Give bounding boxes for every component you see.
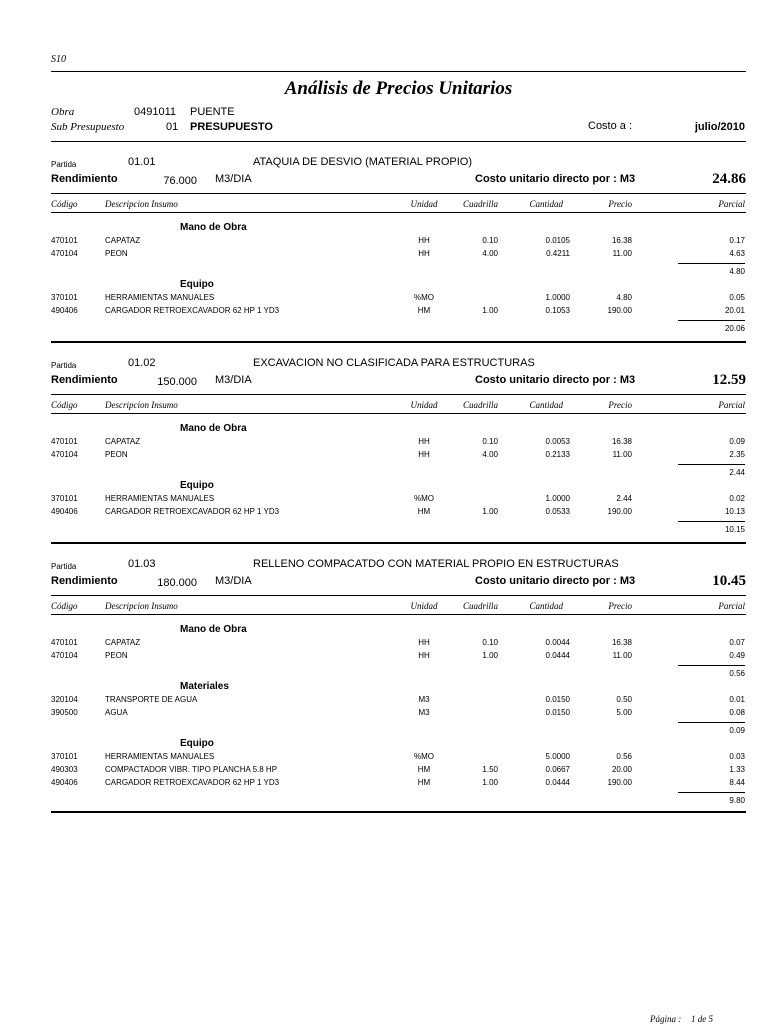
- cell-precio: 190.00: [607, 507, 632, 516]
- obra-label: Obra: [51, 106, 75, 118]
- cell-precio: 2.44: [616, 494, 632, 503]
- cell-codigo: 470104: [51, 651, 78, 660]
- cell-unidad: HM: [417, 765, 431, 774]
- cell-codigo: 370101: [51, 752, 78, 761]
- cell-cantidad: 0.0444: [545, 778, 570, 787]
- column-header-bottom-rule: [51, 212, 746, 213]
- cell-desc: CAPATAZ: [105, 437, 141, 446]
- table-row: [0, 695, 768, 708]
- column-header-codigo: Código: [51, 601, 78, 611]
- cell-desc: COMPACTADOR VIBR. TIPO PLANCHA 5.8 HP: [105, 765, 278, 774]
- rendimiento-label: Rendimiento: [51, 173, 118, 185]
- cell-cantidad: 0.0150: [545, 708, 570, 717]
- group-subtotal: 0.56: [729, 669, 745, 678]
- header-rule: [51, 71, 746, 72]
- cell-codigo: 490406: [51, 778, 78, 787]
- table-row: [0, 293, 768, 306]
- cell-cantidad: 0.4211: [546, 249, 570, 258]
- column-header-codigo: Código: [51, 400, 78, 410]
- cell-cuadrilla: 1.00: [482, 651, 498, 660]
- column-header-parcial: Parcial: [718, 601, 745, 611]
- cell-precio: 11.00: [612, 249, 632, 258]
- subtotal-rule: [678, 320, 745, 321]
- group-title: Mano de Obra: [180, 222, 247, 233]
- column-header-precio: Precio: [608, 199, 632, 209]
- cell-codigo: 470104: [51, 249, 78, 258]
- table-row: [0, 765, 768, 778]
- cell-unidad: HH: [418, 450, 430, 459]
- cell-precio: 16.38: [611, 236, 632, 245]
- rendimiento-value: 76.000: [163, 175, 197, 187]
- partida-label: Partida: [51, 361, 77, 370]
- column-header-precio: Precio: [608, 400, 632, 410]
- cell-codigo: 320104: [51, 695, 78, 704]
- column-header-codigo: Código: [51, 199, 78, 209]
- cell-codigo: 490303: [51, 765, 78, 774]
- cell-parcial: 0.02: [729, 494, 745, 503]
- cell-cantidad: 0.1053: [545, 306, 570, 315]
- cell-unidad: HH: [418, 236, 430, 245]
- cell-desc: CARGADOR RETROEXCAVADOR 62 HP 1 YD3: [105, 306, 280, 315]
- column-header-precio: Precio: [608, 601, 632, 611]
- subtotal-rule: [678, 722, 745, 723]
- cell-precio: 0.56: [616, 752, 632, 761]
- sub-presupuesto-name: PRESUPUESTO: [190, 121, 273, 133]
- column-header-descripcion: Descripcion Insumo: [105, 400, 178, 410]
- partida-section: [0, 158, 768, 358]
- cell-unidad: M3: [418, 695, 430, 704]
- table-row: [0, 249, 768, 262]
- table-row: [0, 494, 768, 507]
- cell-desc: CARGADOR RETROEXCAVADOR 62 HP 1 YD3: [105, 507, 280, 516]
- cell-precio: 11.00: [612, 450, 632, 459]
- table-row: [0, 651, 768, 664]
- group-subtotal: 2.44: [729, 468, 745, 477]
- cell-parcial: 2.35: [729, 450, 745, 459]
- table-row: [0, 507, 768, 520]
- sub-presupuesto-label: Sub Presupuesto: [51, 121, 125, 133]
- cell-codigo: 370101: [51, 293, 78, 302]
- cell-desc: CARGADOR RETROEXCAVADOR 62 HP 1 YD3: [105, 778, 280, 787]
- cell-desc: HERRAMIENTAS MANUALES: [105, 293, 215, 302]
- cell-cantidad: 0.0105: [545, 236, 570, 245]
- costo-unitario-label: Costo unitario directo por : M3: [475, 374, 636, 386]
- partida-label: Partida: [51, 160, 77, 169]
- group-title: Equipo: [180, 738, 214, 749]
- column-header-cuadrilla: Cuadrilla: [462, 199, 498, 209]
- cell-codigo: 470104: [51, 450, 78, 459]
- cell-codigo: 470101: [51, 236, 78, 245]
- column-header-top-rule: [51, 595, 746, 596]
- column-header-cantidad: Cantidad: [529, 601, 563, 611]
- partida-code: 01.02: [128, 357, 156, 369]
- cell-cuadrilla: 1.00: [482, 778, 498, 787]
- cell-unidad: %MO: [414, 752, 434, 761]
- cell-cantidad: 0.0667: [545, 765, 570, 774]
- cell-desc: AGUA: [105, 708, 128, 717]
- partida-name: EXCAVACION NO CLASIFICADA PARA ESTRUCTURAS: [253, 357, 535, 369]
- cell-codigo: 390500: [51, 708, 78, 717]
- cell-cuadrilla: 1.00: [482, 306, 498, 315]
- cell-desc: PEON: [105, 651, 128, 660]
- cell-parcial: 1.33: [729, 765, 745, 774]
- cell-codigo: 470101: [51, 437, 78, 446]
- cell-desc: HERRAMIENTAS MANUALES: [105, 752, 215, 761]
- header-bottom-rule: [51, 141, 746, 142]
- cell-precio: 16.38: [611, 638, 632, 647]
- cell-parcial: 0.07: [729, 638, 745, 647]
- cell-parcial: 0.17: [729, 236, 745, 245]
- cell-cantidad: 1.0000: [545, 293, 570, 302]
- cell-cuadrilla: 1.00: [482, 507, 498, 516]
- rendimiento-unit: M3/DIA: [215, 374, 252, 386]
- cell-parcial: 4.63: [729, 249, 745, 258]
- cell-precio: 190.00: [607, 778, 632, 787]
- obra-code: 0491011: [134, 106, 177, 118]
- cell-codigo: 470101: [51, 638, 78, 647]
- cell-precio: 0.50: [616, 695, 632, 704]
- table-row: [0, 708, 768, 721]
- report-code: S10: [51, 54, 66, 65]
- cell-precio: 20.00: [611, 765, 632, 774]
- cell-unidad: HM: [417, 306, 431, 315]
- cell-parcial: 20.01: [724, 306, 745, 315]
- column-header-cuadrilla: Cuadrilla: [462, 601, 498, 611]
- cell-parcial: 0.49: [729, 651, 745, 660]
- group-title: Mano de Obra: [180, 624, 247, 635]
- page-title: Análisis de Precios Unitarios: [284, 78, 513, 99]
- column-header-bottom-rule: [51, 413, 746, 414]
- cell-parcial: 0.03: [729, 752, 745, 761]
- cell-unidad: HH: [418, 638, 430, 647]
- partida-code: 01.03: [128, 558, 156, 570]
- costo-unitario-value: 12.59: [712, 372, 746, 388]
- costo-unitario-label: Costo unitario directo por : M3: [475, 173, 636, 185]
- group-title: Materiales: [180, 681, 229, 692]
- column-header-cuadrilla: Cuadrilla: [462, 400, 498, 410]
- group-subtotal: 10.15: [724, 525, 745, 534]
- cell-parcial: 10.13: [724, 507, 745, 516]
- cell-cuadrilla: 0.10: [482, 437, 498, 446]
- cell-desc: TRANSPORTE DE AGUA: [105, 695, 198, 704]
- cell-desc: HERRAMIENTAS MANUALES: [105, 494, 215, 503]
- group-subtotal: 9.80: [729, 796, 745, 805]
- cell-unidad: %MO: [414, 293, 434, 302]
- cell-codigo: 370101: [51, 494, 78, 503]
- partida-bottom-rule: [51, 542, 746, 544]
- table-row: [0, 778, 768, 791]
- subtotal-rule: [678, 792, 745, 793]
- cell-desc: CAPATAZ: [105, 638, 141, 647]
- partida-label: Partida: [51, 562, 77, 571]
- column-header-descripcion: Descripcion Insumo: [105, 199, 178, 209]
- page-number: 1 de 5: [691, 1014, 713, 1024]
- subtotal-rule: [678, 521, 745, 522]
- cell-cuadrilla: 4.00: [482, 249, 498, 258]
- cell-cuadrilla: 0.10: [482, 236, 498, 245]
- partida-name: RELLENO COMPACATDO CON MATERIAL PROPIO EN ESTRUCTURAS: [253, 558, 619, 570]
- cell-parcial: 0.09: [729, 437, 745, 446]
- column-header-top-rule: [51, 193, 746, 194]
- rendimiento-value: 150.000: [157, 376, 197, 388]
- cell-cuadrilla: 4.00: [482, 450, 498, 459]
- column-header-unidad: Unidad: [410, 199, 438, 209]
- cell-precio: 4.80: [616, 293, 632, 302]
- cell-unidad: %MO: [414, 494, 434, 503]
- subtotal-rule: [678, 464, 745, 465]
- partida-section: [0, 558, 768, 805]
- costo-label: Costo a :: [588, 120, 633, 132]
- table-row: [0, 450, 768, 463]
- rendimiento-unit: M3/DIA: [215, 173, 252, 185]
- partida-code: 01.01: [128, 156, 156, 168]
- cell-cuadrilla: 0.10: [482, 638, 498, 647]
- table-row: [0, 236, 768, 249]
- cell-desc: CAPATAZ: [105, 236, 141, 245]
- cell-cantidad: 0.0444: [545, 651, 570, 660]
- cell-cantidad: 0.2133: [545, 450, 570, 459]
- cell-desc: PEON: [105, 249, 128, 258]
- cell-precio: 11.00: [612, 651, 632, 660]
- partida-section: [0, 359, 768, 559]
- sub-presupuesto-code: 01: [166, 121, 179, 133]
- rendimiento-label: Rendimiento: [51, 374, 118, 386]
- cell-cantidad: 0.0053: [545, 437, 570, 446]
- partida-bottom-rule: [51, 811, 746, 813]
- group-title: Equipo: [180, 279, 214, 290]
- cell-unidad: HH: [418, 249, 430, 258]
- table-row: [0, 437, 768, 450]
- table-row: [0, 306, 768, 319]
- group-title: Equipo: [180, 480, 214, 491]
- cell-parcial: 0.01: [729, 695, 745, 704]
- group-title: Mano de Obra: [180, 423, 247, 434]
- column-header-bottom-rule: [51, 614, 746, 615]
- rendimiento-unit: M3/DIA: [215, 575, 252, 587]
- subtotal-rule: [678, 263, 745, 264]
- group-subtotal: 20.06: [724, 324, 745, 333]
- table-row: [0, 752, 768, 765]
- cell-unidad: HH: [418, 437, 430, 446]
- column-header-descripcion: Descripcion Insumo: [105, 601, 178, 611]
- cell-desc: PEON: [105, 450, 128, 459]
- cell-cantidad: 1.0000: [545, 494, 570, 503]
- cell-codigo: 490406: [51, 306, 78, 315]
- group-subtotal: 4.80: [729, 267, 745, 276]
- column-header-parcial: Parcial: [718, 400, 745, 410]
- cell-parcial: 0.08: [729, 708, 745, 717]
- cell-cantidad: 5.0000: [545, 752, 570, 761]
- cell-cantidad: 0.0150: [545, 695, 570, 704]
- cell-unidad: HM: [417, 778, 431, 787]
- obra-name: PUENTE: [190, 106, 235, 118]
- subtotal-rule: [678, 665, 745, 666]
- column-header-unidad: Unidad: [410, 400, 438, 410]
- column-header-top-rule: [51, 394, 746, 395]
- column-header-cantidad: Cantidad: [529, 400, 563, 410]
- column-header-parcial: Parcial: [718, 199, 745, 209]
- cell-cantidad: 0.0044: [545, 638, 570, 647]
- cell-precio: 5.00: [616, 708, 632, 717]
- cell-cuadrilla: 1.50: [482, 765, 498, 774]
- costo-unitario-value: 10.45: [712, 573, 746, 589]
- rendimiento-label: Rendimiento: [51, 575, 118, 587]
- column-header-cantidad: Cantidad: [529, 199, 563, 209]
- rendimiento-value: 180.000: [157, 577, 197, 589]
- column-header-unidad: Unidad: [410, 601, 438, 611]
- partida-bottom-rule: [51, 341, 746, 343]
- cell-codigo: 490406: [51, 507, 78, 516]
- cell-unidad: M3: [418, 708, 430, 717]
- cell-unidad: HM: [417, 507, 431, 516]
- cell-precio: 190.00: [607, 306, 632, 315]
- cell-precio: 16.38: [611, 437, 632, 446]
- costo-unitario-label: Costo unitario directo por : M3: [475, 575, 636, 587]
- cell-parcial: 8.44: [729, 778, 745, 787]
- group-subtotal: 0.09: [729, 726, 745, 735]
- cell-unidad: HH: [418, 651, 430, 660]
- page-label: Página :: [650, 1014, 682, 1024]
- cell-cantidad: 0.0533: [545, 507, 570, 516]
- table-row: [0, 638, 768, 651]
- costo-date: julio/2010: [694, 121, 745, 133]
- cell-parcial: 0.05: [729, 293, 745, 302]
- costo-unitario-value: 24.86: [712, 171, 746, 187]
- partida-name: ATAQUIA DE DESVIO (MATERIAL PROPIO): [253, 156, 473, 168]
